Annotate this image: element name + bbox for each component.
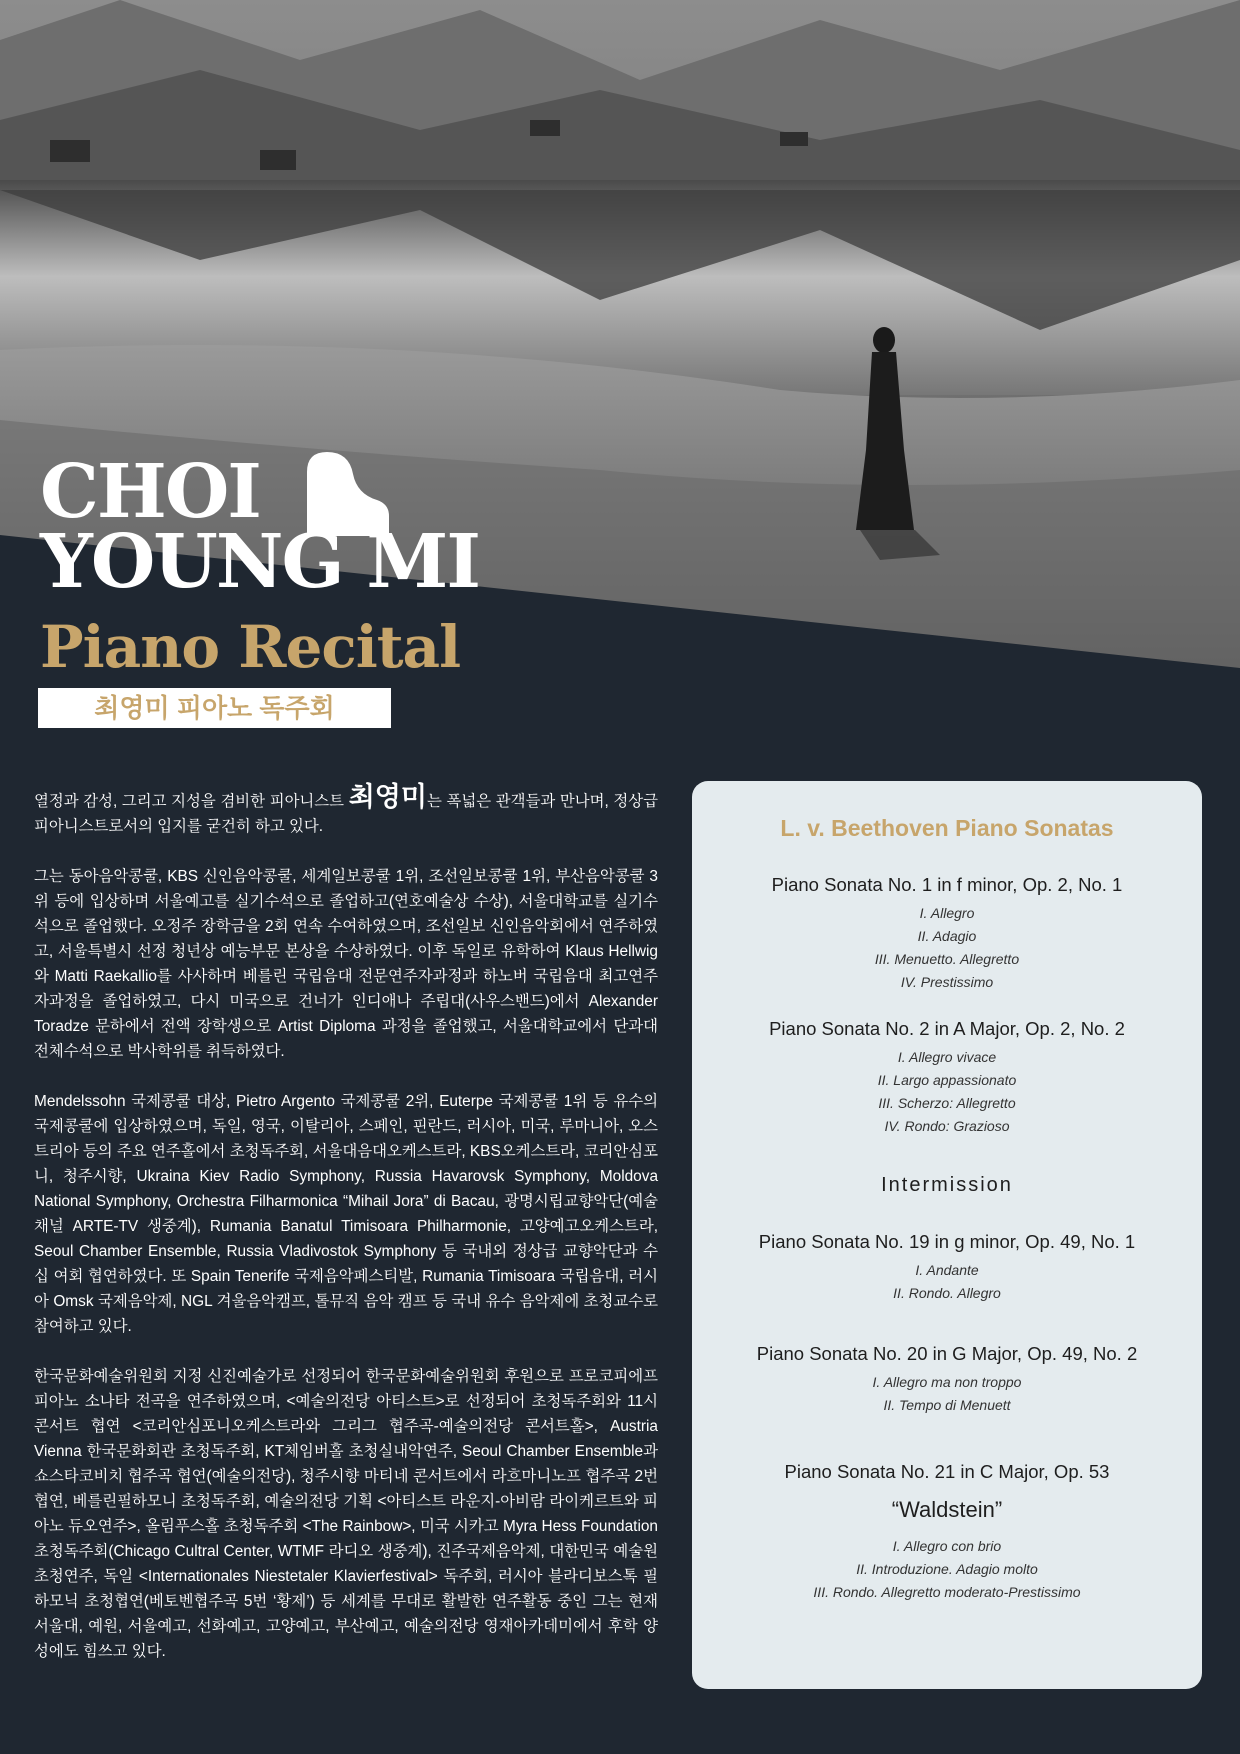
movement: IV. Prestissimo	[900, 974, 994, 990]
movement: II. Introduzione. Adagio molto	[856, 1561, 1038, 1577]
movement: I. Allegro	[919, 905, 975, 921]
movement: II. Adagio	[917, 928, 977, 944]
movement: III. Rondo. Allegretto moderato-Prestissimo	[813, 1584, 1081, 1600]
performer-name-line1: CHOI	[40, 449, 260, 535]
movement: I. Andante	[915, 1262, 979, 1278]
sonata-2-movements	[692, 1046, 1202, 1138]
korean-title: 최영미 피아노 독주회	[94, 693, 335, 723]
bio-paragraph-2: 그는 동아음악콩쿨, KBS 신인음악콩쿨, 세계일보콩쿨 1위, 조선일보콩쿨 1위, 부산음악콩쿨 3위 등에 입상하며 서울예고를 실기수석으로 졸업하고(연호예술상 수상), 서울대학교를 실기수석으로 졸업했다. 오정주 장학금을 2회 연속 수여하였으며, 조선일보 신인음악회에서 연주하였고, 서울특별시 선정 청년상 예능부문 본상을 수상하였다. 이후 독일로 유학하여 Klaus Hellwig와 Matti Raekallio를 사사하며 베를린 국립음대 전문연주자과정과 하노버 국립음대 최고연주자과정을 졸업하였고, 다시 미국으로 건너가 인디애나 주립대(사우스밴드)에서 Alexander Toradze 문하에서 전액 장학생으로 Artist Diploma 과정을 졸업했고, 서울대학교에서 단과대 전체수석으로 박사학위를 취득하였다.	[34, 868, 658, 1060]
movement: III. Scherzo: Allegretto	[878, 1095, 1016, 1111]
movement: I. Allegro con brio	[892, 1538, 1002, 1554]
sonata-2-title: Piano Sonata No. 2 in A Major, Op. 2, No. 2	[769, 1018, 1125, 1039]
bio-paragraph-1	[34, 782, 658, 839]
bio-performer-name: 최영미	[348, 782, 427, 812]
sonata-21-title: Piano Sonata No. 21 in C Major, Op. 53	[784, 1461, 1110, 1482]
program-card	[692, 781, 1202, 1689]
bio-paragraph-3: Mendelssohn 국제콩쿨 대상, Pietro Argento 국제콩쿨 2위, Euterpe 국제콩쿨 1위 등 유수의 국제콩쿨에 입상하였으며, 독일, 영국, 이탈리아, 스페인, 핀란드, 러시아, 미국, 루마니아, 오스트리아 등의 주요 연주홀에서 초청독주회, 서울대음대오케스트라, KBS오케스트라, 코리안심포니, 청주시향, Ukraina Kiev Radio Symphony, Russia Havarovsk Symphony, Moldova National Symphony, Orchestra Filharmonica “Mihail Jora” di Bacau, 광명시립교향악단(예술채널 ARTE-TV 생중계), Rumania Banatul Timisoara Philharmonie, 고양예고오케스트라, Seoul Chamber Ensemble, Russia Vladivostok Symphony 등 국내외 정상급 교향악단과 수 십 여회 협연하였다. 또 Spain Tenerife 국제음악페스티발, Rumania Timisoara 국립음대, 러시아 Omsk 국제음악제, NGL 겨울음악캠프, 톨뮤직 음악 캠프 등 국내 유수 음악제에 초청교수로 참여하고 있다.	[34, 1093, 658, 1335]
sonata-19-title: Piano Sonata No. 19 in g minor, Op. 49, No. 1	[758, 1231, 1136, 1252]
movement: II. Largo appassionato	[877, 1072, 1017, 1088]
program-heading: L. v. Beethoven Piano Sonatas	[780, 815, 1114, 841]
korean-title-box	[38, 688, 391, 728]
bio-paragraph-4: 한국문화예술위원회 지정 신진예술가로 선정되어 한국문화예술위원회 후원으로 프로코피에프 피아노 소나타 전곡을 연주하였으며, <예술의전당 아티스트>로 선정되어 초청독주회와 11시 콘서트 협연 <코리안심포니오케스트라와 그리그 협주곡-예술의전당 콘서트홀>, Austria Vienna 한국문화회관 초청독주회, KT체임버홀 초청실내악연주, Seoul Chamber Ensemble과 쇼스타코비치 협주곡 협연(예술의전당), 청주시향 마티네 콘서트에서 라흐마니노프 협주곡 2번 협연, 베를린필하모니 초청독주회, 예술의전당 기획 <아티스트 라운지-아비람 라이케르트와 피아노 듀오연주>, 올림푸스홀 초청독주회 <The Rainbow>, 미국 시카고 Myra Hess Foundation 초청독주회(Chicago Cultral Center, WTMF 라디오 생중계), 진주국제음악제, 대한민국 예술원 초청연주, 독일 <Internationales Niestetaler Klavierfestival> 독주회, 러시아 블라디보스톡 필하모닉 초청협연(베토벤협주곡 5번 ‘황제’) 등 세계를 무대로 활발한 연주활동 중인 그는 현재 서울대, 예원, 서울예고, 선화예고, 고양예고, 부산예고, 예술의전당 영재아카데미에서 후학 양성에도 힘쓰고 있다.	[34, 1368, 658, 1660]
sonata-21-movements	[692, 1535, 1202, 1604]
movement: III. Menuetto. Allegretto	[874, 951, 1020, 967]
movement: IV. Rondo: Grazioso	[884, 1118, 1010, 1134]
performer-name-line2: YOUNG MI	[40, 519, 479, 605]
sonata-20-movements	[692, 1371, 1202, 1417]
recital-subtitle: Piano Recital	[40, 613, 461, 681]
movement: I. Allegro vivace	[897, 1049, 997, 1065]
sonata-1-title: Piano Sonata No. 1 in f minor, Op. 2, No. 1	[771, 874, 1123, 895]
movement: II. Rondo. Allegro	[893, 1285, 1001, 1301]
movement: II. Tempo di Menuett	[883, 1397, 1011, 1413]
sonata-20-title: Piano Sonata No. 20 in G Major, Op. 49, No. 2	[756, 1343, 1138, 1364]
movement: I. Allegro ma non troppo	[872, 1374, 1022, 1390]
sonata-19-movements	[692, 1259, 1202, 1305]
sonata-21-nickname: “Waldstein”	[891, 1497, 1003, 1522]
sonata-1-movements	[692, 902, 1202, 994]
biography	[34, 782, 658, 1689]
intermission-label: Intermission	[881, 1174, 1013, 1196]
title-block	[40, 449, 479, 681]
bio-intro-pre: 열정과 감성, 그리고 지성을 겸비한 피아니스트	[34, 793, 349, 810]
bio-intro-post: 는 폭넓은 관객들과 만나며, 정상급 피아니스트로서의 입지를 굳건히 하고 있다.	[34, 793, 658, 835]
